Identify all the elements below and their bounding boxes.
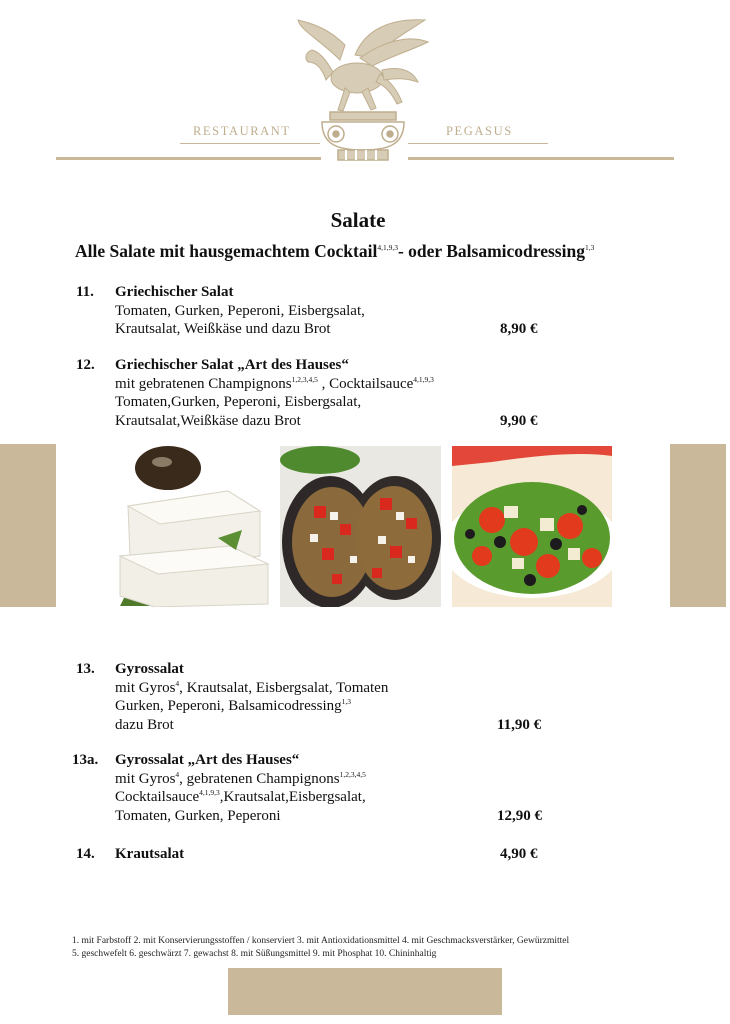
subtitle-text-2: - oder Balsamicodressing: [397, 241, 585, 261]
item-description-line: Krautsalat, Weißkäse und dazu Brot: [115, 321, 331, 338]
item-description-line: [115, 697, 388, 716]
item-description-line: [115, 375, 434, 394]
desc-text: , Cocktailsauce: [317, 375, 414, 392]
item-description-line: [115, 679, 388, 698]
item-price: 12,90 €: [497, 808, 542, 824]
item-number: 14.: [76, 846, 95, 862]
item-description-line: [115, 788, 366, 807]
allergen-sup: 1,3: [584, 243, 595, 253]
brand-restaurant: RESTAURANT: [193, 124, 291, 138]
item-description-line: Tomaten,Gurken, Peperoni, Eisbergsalat,: [115, 394, 362, 411]
item-number: 12.: [76, 357, 95, 373]
divider-upper-right: [408, 143, 548, 144]
item-price: 9,90 €: [500, 413, 538, 429]
bottom-bar: [228, 968, 502, 1015]
allergen-sup: 1,3: [341, 697, 351, 707]
item-name: Krautsalat: [115, 846, 185, 862]
desc-text: , Krautsalat, Eisbergsalat, Tomaten: [179, 679, 389, 696]
footnote-line-2: 5. geschwefelt 6. geschwärzt 7. gewachst 8. mit Süßungsmittel 9. mit Phosphat 10. Chininhaltig: [72, 949, 437, 959]
side-bar-left: [0, 444, 56, 607]
desc-text: Gurken, Peperoni, Balsamicodressing: [115, 698, 342, 715]
item-description-line: [115, 770, 366, 789]
item-price: 11,90 €: [497, 717, 542, 733]
pegasus-icon: [298, 20, 428, 111]
allergen-sup: 4,1,9,3: [377, 243, 398, 253]
item-name: Gyrossalat „Art des Hauses“: [115, 752, 300, 768]
column-icon: [322, 112, 404, 160]
divider-lower-left: [56, 157, 321, 160]
item-number: 11.: [76, 284, 94, 300]
pegasus-logo: [0, 0, 730, 175]
item-number: 13.: [76, 661, 95, 677]
desc-text: ,Krautsalat,Eisbergsalat,: [219, 789, 366, 806]
item-name: Gyrossalat: [115, 661, 184, 677]
item-price: 4,90 €: [500, 846, 538, 862]
item-number: 13a.: [72, 752, 99, 768]
footnote-line-1: 1. mit Farbstoff 2. mit Konservierungsstoffen / konserviert 3. mit Antioxidationsmittel 4. mit Geschmacksverstärker, Gewürzmittel: [72, 936, 570, 946]
desc-text: Cocktailsauce: [115, 789, 200, 806]
allergen-sup: 1,2,3,4,5: [339, 769, 366, 779]
divider-lower-right: [408, 157, 674, 160]
desc-text: , gebratenen Champignons: [179, 770, 340, 787]
brand-pegasus: PEGASUS: [446, 124, 513, 138]
item-description-line: Krautsalat,Weißkäse dazu Brot: [115, 412, 301, 429]
item-description-line: Tomaten, Gurken, Peperoni: [115, 807, 281, 824]
side-bar-right: [670, 444, 726, 607]
subtitle-text-1: Alle Salate mit hausgemachtem Cocktail: [75, 241, 378, 261]
section-title: Salate: [330, 208, 386, 232]
allergen-sup: 1,2,3,4,5: [291, 374, 318, 384]
divider-upper-left: [180, 143, 320, 144]
item-description-line: dazu Brot: [115, 716, 174, 733]
desc-text: mit Gyros: [115, 770, 176, 787]
allergen-sup: 4,1,9,3: [199, 788, 220, 798]
greek-salad-photo: [452, 446, 612, 607]
grilled-eggplant-photo: [280, 446, 441, 607]
item-description-line: Tomaten, Gurken, Peperoni, Eisbergsalat,: [115, 302, 365, 319]
desc-text: mit Gyros: [115, 679, 176, 696]
allergen-sup: 4: [175, 769, 180, 779]
allergen-sup: 4: [175, 678, 180, 688]
desc-text: mit gebratenen Champignons: [115, 375, 292, 392]
feta-olive-photo: [110, 446, 270, 607]
item-name: Griechischer Salat: [115, 284, 234, 300]
item-name: Griechischer Salat „Art des Hauses“: [115, 357, 349, 373]
allergen-sup: 4,1,9,3: [413, 374, 434, 384]
item-price: 8,90 €: [500, 321, 538, 337]
section-subtitle: [75, 241, 594, 262]
